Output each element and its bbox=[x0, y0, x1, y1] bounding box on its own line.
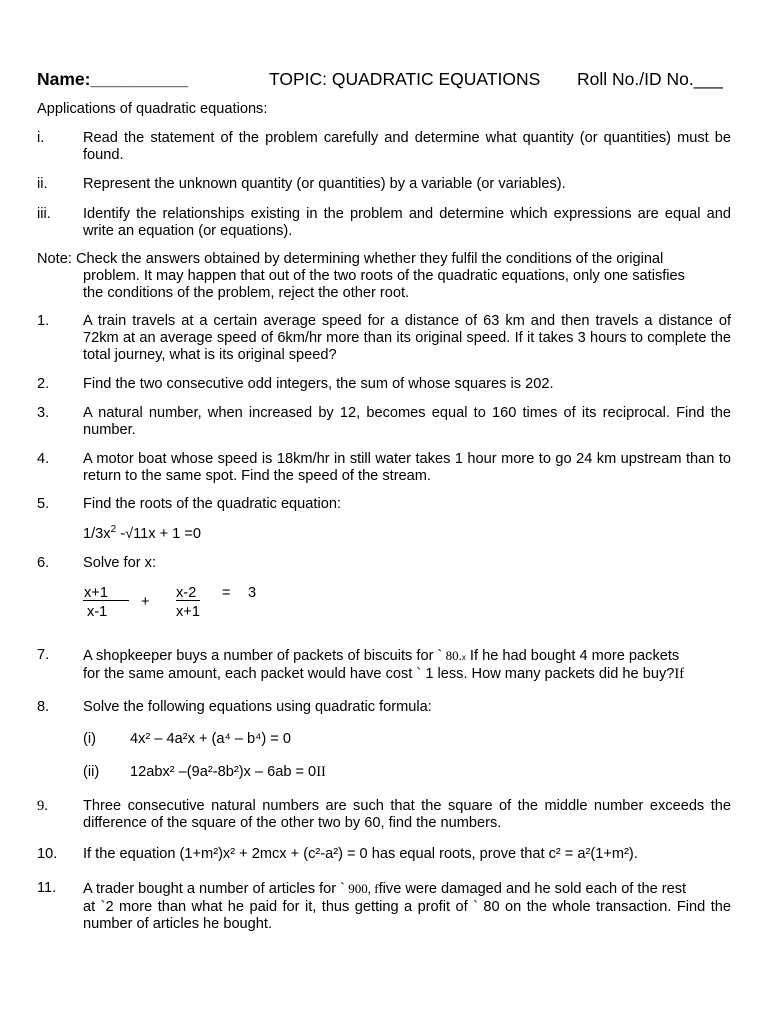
question-text: Solve the following equations using quadratic formula: bbox=[83, 699, 432, 715]
question-text: A train travels at a certain average speed for a distance of 63 km and then travels a distance of 72km at an average speed of 6km/hr more than its original speed. If it takes 3 hours to complete the total journey, what is its original speed? bbox=[83, 313, 731, 363]
question-text: A natural number, when increased by 12, becomes equal to 160 times of its reciprocal. Find the number. bbox=[83, 405, 731, 438]
note-line: problem. It may happen that out of the two roots of the quadratic equations, only one satisfies bbox=[83, 268, 685, 284]
topic-title: TOPIC: QUADRATIC EQUATIONS bbox=[269, 69, 541, 89]
question-number: 1. bbox=[37, 313, 50, 329]
question-number: 7. bbox=[37, 647, 50, 663]
question-number: 3. bbox=[37, 405, 50, 421]
question-text: A motor boat whose speed is 18km/hr in still water takes 1 hour more to go 24 km upstream than to return to the same spot. Find the speed of the stream. bbox=[83, 451, 731, 484]
name-blank: __________ bbox=[90, 69, 188, 89]
sub-question-label: (ii) bbox=[83, 764, 100, 780]
step-text: Identify the relationships existing in the problem and determine which expressions are equal and write an equation (or equations). bbox=[83, 206, 731, 239]
question-number: 6. bbox=[37, 555, 50, 571]
note-label: Note: bbox=[37, 251, 72, 267]
fraction-bar bbox=[176, 600, 200, 601]
sub-question-equation: 4x² – 4a²x + (a⁴ – b⁴) = 0 bbox=[130, 731, 291, 747]
question-number: 10. bbox=[37, 846, 58, 862]
question-text: Three consecutive natural numbers are such that the square of the middle number exceeds the difference of the square of the other two by 60, find the numbers. bbox=[83, 798, 731, 831]
step-text: Read the statement of the problem carefully and determine what quantity (or quantities) must be found. bbox=[83, 130, 731, 163]
question-text: Find the roots of the quadratic equation: bbox=[83, 496, 341, 512]
fraction-2-denominator: x+1 bbox=[176, 604, 200, 620]
question-text: Find the two consecutive odd integers, the sum of whose squares is 202. bbox=[83, 376, 554, 392]
name-label: Name: bbox=[37, 69, 91, 89]
question-number: 9. bbox=[37, 798, 48, 814]
question-text: at `2 more than what he paid for it, thus getting a profit of ` 80 on the whole transaction. Find the number of articles he bought. bbox=[83, 899, 731, 932]
question-number: 2. bbox=[37, 376, 50, 392]
roll-number-field: Roll No./ID No.___ bbox=[577, 69, 723, 89]
question-number: 11. bbox=[37, 880, 57, 896]
fraction-2-numerator: x-2 bbox=[176, 585, 197, 601]
sub-question-label: (i) bbox=[83, 731, 96, 747]
step-number: iii. bbox=[37, 206, 51, 222]
sub-question-equation: 12abx² –(9a²-8b²)x – 6ab = 0II bbox=[130, 764, 326, 780]
note-line: the conditions of the problem, reject the other root. bbox=[83, 285, 410, 301]
step-text: Represent the unknown quantity (or quantities) by a variable (or variables). bbox=[83, 176, 566, 192]
equals-sign: = bbox=[222, 585, 231, 601]
step-number: i. bbox=[37, 130, 45, 146]
question-number: 4. bbox=[37, 451, 50, 467]
step-number: ii. bbox=[37, 176, 48, 192]
question-text-line: A trader bought a number of articles for ` 900, ffive were damaged and he sold each of the rest bbox=[83, 881, 687, 897]
question-text: Solve for x: bbox=[83, 555, 156, 571]
name-field bbox=[37, 68, 188, 90]
question-text-line: A shopkeeper buys a number of packets of biscuits for ` 80.x If he had bought 4 more packets bbox=[83, 648, 680, 664]
question-text-line: for the same amount, each packet would have cost ` 1 less. How many packets did he buy?If bbox=[83, 666, 685, 682]
fraction-bar bbox=[83, 600, 129, 601]
fraction-1-numerator: x+1 bbox=[84, 585, 108, 601]
fraction-1-denominator: x-1 bbox=[87, 604, 108, 620]
note-line: Check the answers obtained by determining whether they fulfil the conditions of the original bbox=[75, 251, 664, 267]
question-number: 5. bbox=[37, 496, 50, 512]
question-number: 8. bbox=[37, 699, 50, 715]
quadratic-equation: $1/3x^2$ -√11x + 1 =0 bbox=[83, 524, 201, 542]
equation-rhs: 3 bbox=[248, 585, 257, 601]
intro-text: Applications of quadratic equations: bbox=[37, 101, 268, 117]
plus-sign: + bbox=[141, 594, 150, 610]
question-text: If the equation (1+m²)x² + 2mcx + (c²-a²) = 0 has equal roots, prove that c² = a²(1+m²). bbox=[83, 846, 638, 862]
